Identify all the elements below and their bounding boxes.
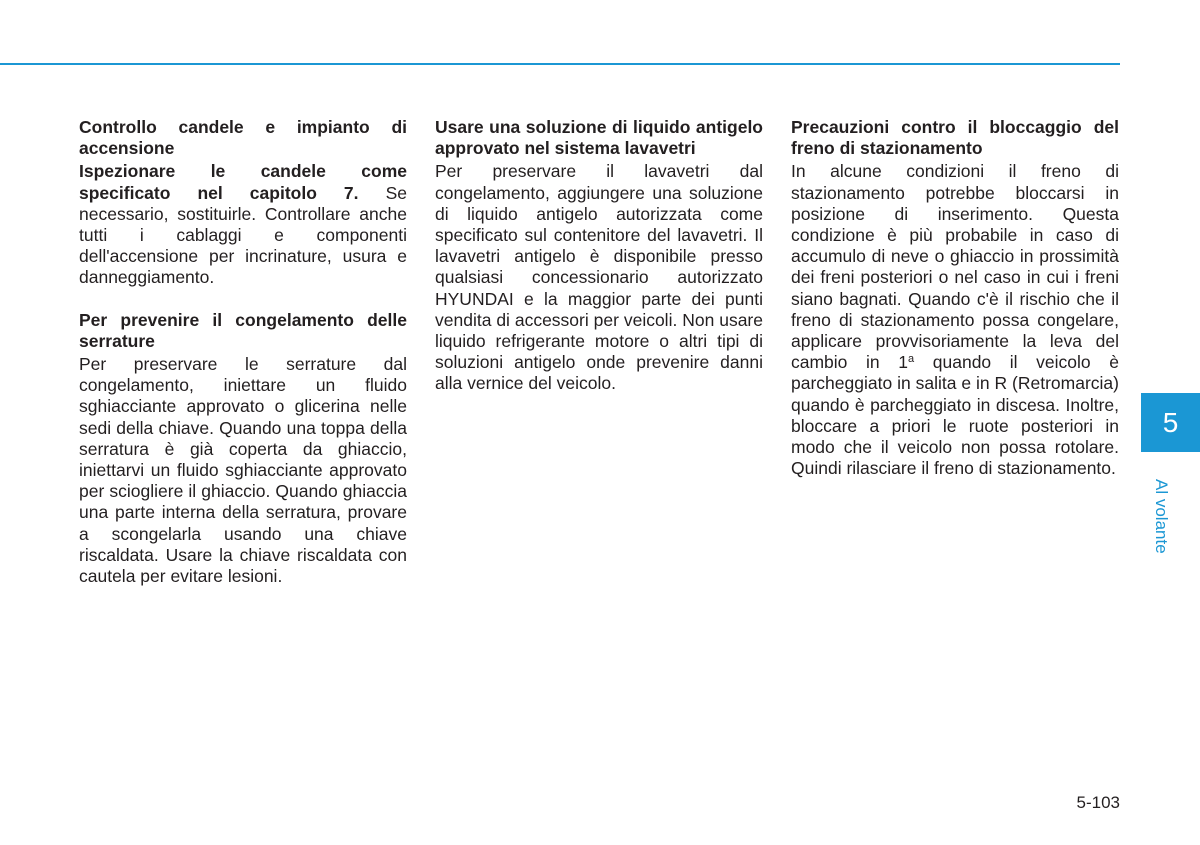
body-text: quando il veicolo è parcheggiato in salita e in R (Retromarcia) quando è parcheggiato in discesa. Inoltre, bloccare a priori le ruote posteriori in modo che il veicolo non possa rotolare. Quindi rilasciare il freno di stazionamento. — [791, 352, 1119, 479]
section-body — [79, 161, 407, 288]
section-door-locks — [79, 310, 407, 588]
page-number: 5-103 — [1076, 793, 1120, 812]
bold-lead-text: Ispezionare le candele come specificato nel capitolo 7. — [79, 161, 407, 203]
body-text: Se necessario, sostituirle. Controllare anche tutti i cablaggi e componenti dell'accensione per incrinature, usura e danneggiamento. — [79, 182, 407, 288]
section-heading: Per prevenire il congelamento delle serrature — [79, 309, 407, 351]
section-body: Per preservare le serrature dal congelamento, iniettare un fluido sghiacciante approvato o glicerina nelle sedi della chiave. Quando una toppa della serratura è già coperta da ghiaccio, iniettarvi un fluido sghiacciante approvato per sciogliere il ghiaccio. Quando ghiaccia una parte interna della serratura, provare a scongelarla usando una chiave riscaldata. Usare la chiave riscaldata con cautela per evitare lesioni. — [79, 354, 407, 587]
chapter-number-tab[interactable] — [1141, 393, 1200, 452]
text-column-2 — [435, 117, 763, 395]
section-body — [791, 161, 1119, 479]
ordinal-superscript: a — [908, 353, 915, 366]
section-heading: Controllo candele e impianto di accensione — [79, 117, 407, 159]
section-parking-brake — [791, 117, 1119, 479]
chapter-side-label: Al volante — [1152, 478, 1171, 554]
section-washer-antifreeze — [435, 117, 763, 395]
section-heading: Usare una soluzione di liquido antigelo approvato nel sistema lavavetri — [435, 117, 763, 159]
header-rule — [0, 63, 1120, 65]
body-text: In alcune condizioni il freno di stazionamento potrebbe bloccarsi in posizione di inserimento. Questa condizione è più probabile in caso di accumulo di neve o ghiaccio in prossimità dei freni posteriori o nel caso in cui i freni siano bagnati. Quando c'è il rischio che il freno di stazionamento possa congelare, applicare provvisoriamente la leva del cambio in 1 — [791, 161, 1119, 373]
text-column-3 — [791, 117, 1119, 479]
chapter-number: 5 — [1162, 406, 1179, 438]
section-body: Per preservare il lavavetri dal congelamento, aggiungere una soluzione di liquido antigelo autorizzata come specificato sul contenitore del lavavetri. Il lavavetri antigelo è disponibile presso qualsiasi concessionario autorizzato HYUNDAI e la maggior parte dei punti vendita di accessori per veicoli. Non usare liquido refrigerante motore o altri tipi di soluzioni antigelo onde prevenire danni alla vernice del veicolo. — [435, 161, 763, 394]
section-heading: Precauzioni contro il bloccaggio del freno di stazionamento — [791, 117, 1119, 159]
section-spark-plugs — [79, 117, 407, 289]
text-column-1 — [79, 117, 407, 587]
